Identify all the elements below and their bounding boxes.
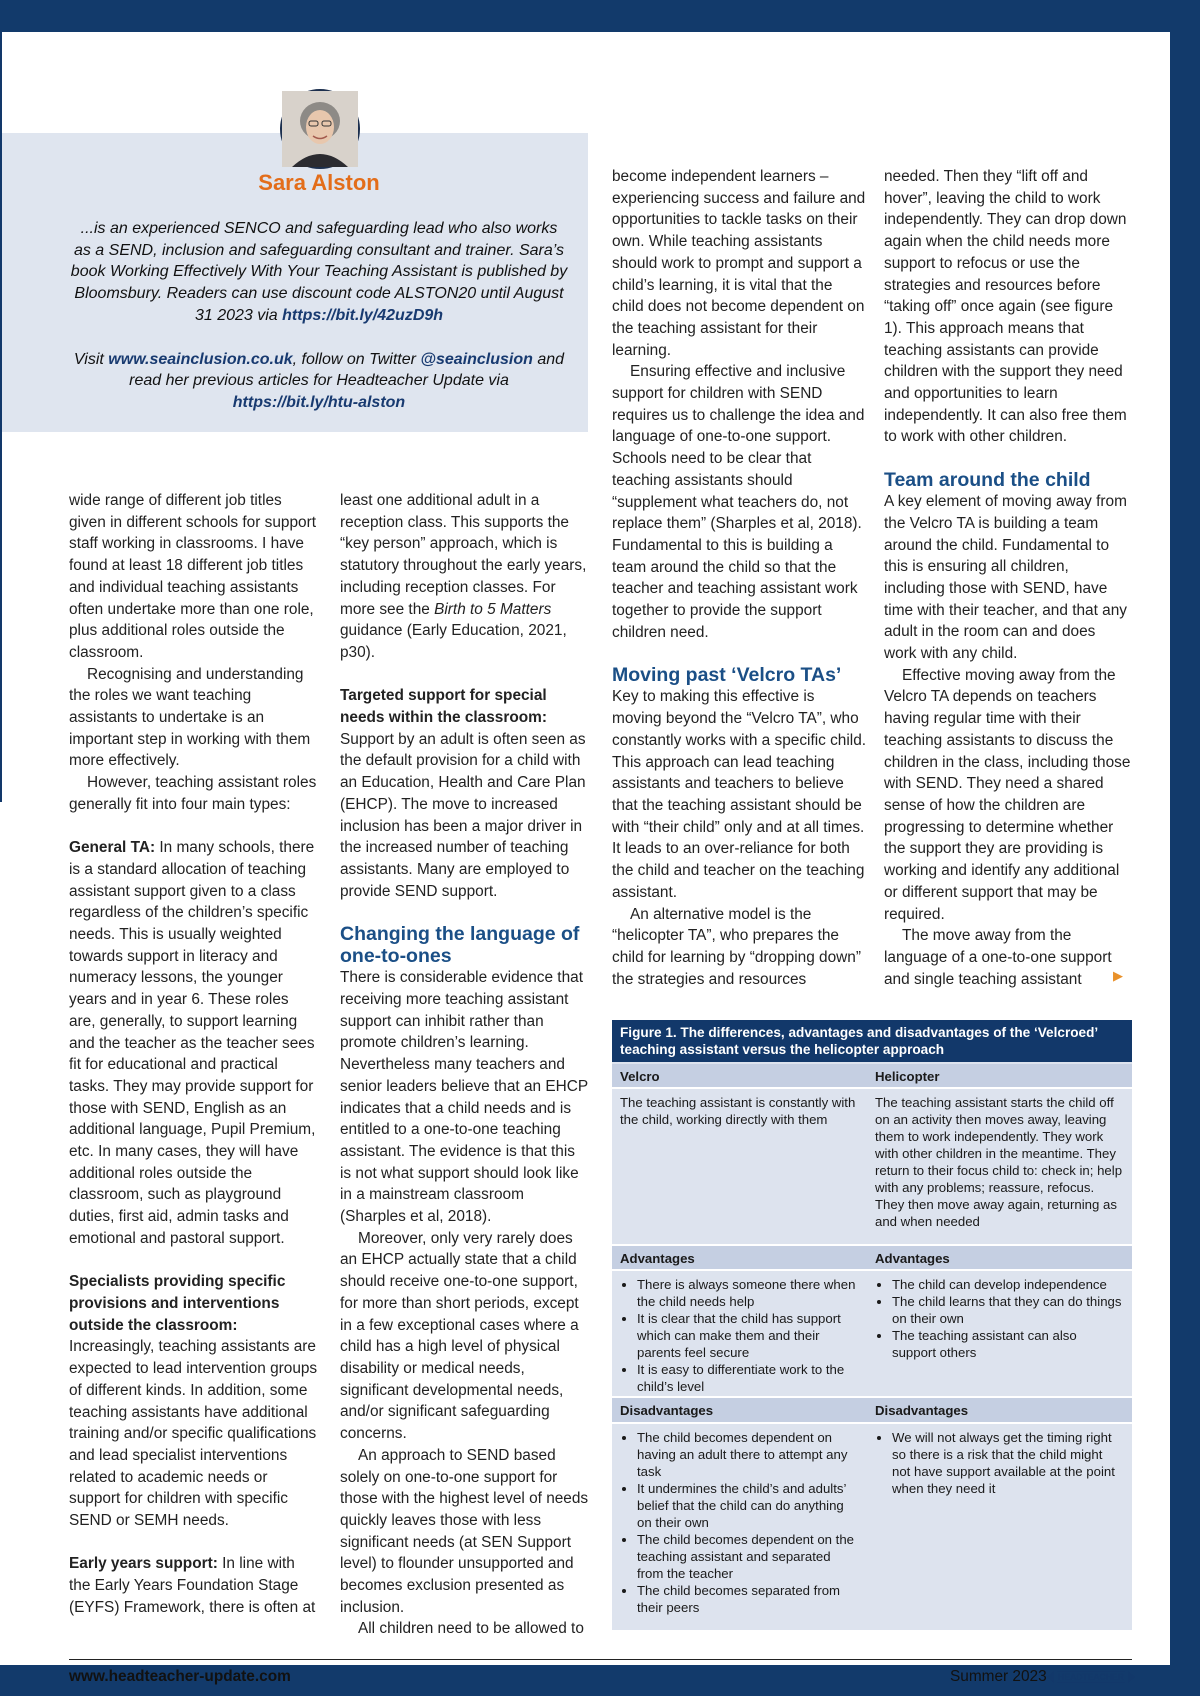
list-item: • The child can develop independence xyxy=(892,1276,1124,1293)
page xyxy=(0,32,1170,1685)
table-row-description xyxy=(612,1090,1132,1244)
continue-arrow-icon: ▶ xyxy=(1113,968,1123,983)
role-label: Targeted support for special needs within the classroom: xyxy=(340,687,547,727)
article-column-3 xyxy=(612,166,868,990)
body-paragraph: All children need to be allowed to xyxy=(358,1620,584,1638)
list-item: • The child becomes dependent on the teaching assistant and separated from the teacher xyxy=(637,1531,859,1582)
footer-issue-date: Summer 2023 xyxy=(950,1668,1047,1685)
bio-paragraph xyxy=(70,349,568,414)
helicopter-description: The teaching assistant starts the child off on an activity then moves away, leaving them to work independently. They work with other children in the meantime. They return to their focus child to: check in; help with any problems; reassure, refocus. They then move away again, returning as and when needed xyxy=(875,1095,1123,1229)
logo-wordmark: HEADTEACHER xyxy=(1058,1672,1124,1682)
body-paragraph xyxy=(340,490,590,664)
body-paragraph: become independent learners – experiencing success and failure and opportunities to tackle tasks on their own. While teaching assistants should work to prompt and support a child’s learning, it is vital that the child does not become dependent on the teaching assistant for their learning. xyxy=(612,168,866,359)
row-divider xyxy=(612,1422,1132,1424)
list-item: • It is easy to differentiate work to the child’s level xyxy=(637,1361,859,1395)
section-heading: Moving past ‘Velcro TAs’ xyxy=(612,664,842,687)
section-heading: Changing the language of one-to-ones xyxy=(340,923,580,968)
role-description: Support by an adult is often seen as the default provision for a child with an Education, Health and Care Plan (EHCP). The move to increased inclusion has been a major driver in the increased number of teaching assistants. Many are employed to provide SEND support. xyxy=(340,730,586,900)
twitter-link[interactable]: @seainclusion xyxy=(420,350,533,368)
column-header-helicopter: Helicopter xyxy=(875,1069,940,1084)
role-label: Early years support: xyxy=(69,1555,218,1573)
list-item: • The teaching assistant can also support others xyxy=(892,1327,1124,1361)
body-paragraph: Ensuring effective and inclusive support for children with SEND requires us to challenge the idea and language of one-to-one support. Schools need to be clear that teaching assistants should “supplement what teachers do, not replace them” (Sharples et al, 2018). Fundamental to this is building a team around the child so that the teacher and teaching assistant work together to provide the support children need. xyxy=(612,363,865,641)
row-divider xyxy=(612,1269,1132,1271)
velcro-disadvantages xyxy=(612,1425,867,1620)
body-paragraph: Moreover, only very rarely does an EHCP actually state that a child should receive one-to-one support, for more than short periods, except in a few exceptional cases where a child has a high level of physical disability or medical needs, significant developmental needs, and/or significant safeguarding concerns. xyxy=(340,1229,579,1443)
row-divider xyxy=(612,1087,1132,1089)
role-description: Increasingly, teaching assistants are expected to lead intervention groups of different kinds. In addition, some teaching assistants have additional training and/or specific qualifications and lead specialist interventions related to academic needs or support for children with specific SEND or SEMH needs. xyxy=(69,1338,318,1530)
body-paragraph: There is considerable evidence that receiving more teaching assistant support can inhibit rather than promote children’s learning. Nevertheless many teachers and senior leaders believe that an EHCP indicates that a child needs and is entitled to a one-to-one teaching assistant. The evidence is that this is not what support should look like in a mainstream classroom (Sharples et al, 2018). xyxy=(340,969,588,1226)
bio-follow-text: , follow on Twitter xyxy=(292,350,416,368)
list-item: • It undermines the child’s and adults’ belief that the child can do anything on their own xyxy=(637,1480,859,1531)
role-description: In many schools, there is a standard allocation of teaching assistant support given to a class regardless of the children’s specific needs. This is usually weighted towards support in literacy and numeracy lessons, the younger years and in year 6. These roles are, generally, to support learning and the teacher as the teacher sees fit for educational and practical tasks. They may provide support for those with SEND, English as an additional language, Pupil Premium, etc. In many cases, they will have additional roles outside the classroom, such as playground duties, first aid, admin tasks and emotional and pastoral support. xyxy=(69,839,316,1247)
body-paragraph: Recognising and understanding the roles we want teaching assistants to undertake is an important step in working with them more effectively. xyxy=(69,665,311,770)
body-paragraph: needed. Then they “lift off and hover”, leaving the child to work independently. They can drop down again when the child needs more support to refocus or use the strategies and resources before “taking off” once again (see figure 1). This approach means that teaching assistants can provide children with the support they need and opportunities to learn independently. It can also free them to work with other children. xyxy=(884,168,1127,446)
website-link[interactable]: www.seainclusion.co.uk xyxy=(108,350,293,368)
table-header-row xyxy=(612,1064,1132,1087)
figure-title: Figure 1. The differences, advantages and disadvantages of the ‘Velcroed’ teaching assistant versus the helicopter approach xyxy=(612,1020,1132,1062)
body-paragraph: A key element of moving away from the Velcro TA is building a team around the child. Fundamental to this is ensuring all children, including those with SEND, have time with their teacher, and that any adult in the room can and does work with any child. xyxy=(884,493,1127,663)
body-paragraph: An approach to SEND based solely on one-to-one support for those with the highest level of needs quickly leaves those with less significant needs (at SEN Support level) to flounder unsupported and becomes exclusion presented as inclusion. xyxy=(340,1446,589,1616)
bio-paragraph xyxy=(70,218,568,327)
body-text: guidance (Early Education, 2021, p30). xyxy=(340,622,567,661)
velcro-description: The teaching assistant is constantly with the child, working directly with them xyxy=(620,1095,856,1127)
list-item: • The child becomes separated from their peers xyxy=(637,1582,859,1616)
body-paragraph xyxy=(69,1271,319,1531)
body-paragraph xyxy=(69,837,319,1249)
bio-description: ...is an experienced SENCO and safeguarding lead who also works as a SEND, inclusion and safeguarding consultant and trainer. Sara’s book Working Effectively With Your Teaching Assistant is published by Bloomsbury. Readers can use discount code ALSTON20 until August 31 2023 via xyxy=(70,220,568,324)
body-paragraph: wide range of different job titles given in different schools for support staff working in classrooms. I have found at least 18 different job titles and individual teaching assistants often undertake more than one role, plus additional roles outside the classroom. xyxy=(69,492,316,661)
helicopter-advantages xyxy=(867,1272,1132,1365)
disadvantages-header-row xyxy=(612,1398,1132,1422)
table-row-advantages xyxy=(612,1272,1132,1396)
section-heading: Team around the child xyxy=(884,469,1091,492)
next-page-icon[interactable] xyxy=(1128,1671,1135,1683)
list-item: • The child becomes dependent on having an adult there to attempt any task xyxy=(637,1429,859,1480)
page-edge-strip xyxy=(0,32,2,802)
article-column-4 xyxy=(884,166,1132,990)
author-photo xyxy=(280,89,360,169)
footer-logo xyxy=(1047,1668,1135,1686)
advantages-label-velcro: Advantages xyxy=(620,1251,695,1266)
body-paragraph: However, teaching assistant roles generally fit into four main types: xyxy=(69,774,317,813)
bio-articles-text: and read her previous articles for Headteacher Update via xyxy=(129,350,565,390)
body-paragraph xyxy=(69,1553,319,1618)
advantages-header-row xyxy=(612,1246,1132,1269)
body-paragraph: Effective moving away from the Velcro TA depends on teachers having regular time with their teaching assistants to discuss the children in the class, including those with SEND. They need a shared sense of how the children are progressing to determine whether the support they are providing is working and identify any additional or different support that may be required. xyxy=(884,666,1131,923)
body-text: least one additional adult in a reception class. This supports the “key person” approach, which is statutory throughout the early years, including reception classes. For more see the xyxy=(340,492,587,618)
velcro-advantages xyxy=(612,1272,867,1399)
footer-website-link[interactable]: www.headteacher-update.com xyxy=(69,1668,291,1685)
bio-visit-text: Visit xyxy=(73,350,104,368)
list-item: • There is always someone there when the child needs help xyxy=(637,1276,859,1310)
role-description: In line with the Early Years Foundation Stage (EYFS) Framework, there is often at xyxy=(69,1555,316,1616)
disadvantages-label-helicopter: Disadvantages xyxy=(875,1403,969,1418)
disadvantages-label-velcro: Disadvantages xyxy=(620,1403,714,1418)
article-column-1 xyxy=(69,490,319,1619)
list-item: • The child learns that they can do things on their own xyxy=(892,1293,1124,1327)
articles-link[interactable]: https://bit.ly/htu-alston xyxy=(232,393,406,411)
list-item: • We will not always get the timing right so there is a risk that the child might not have support available at the point when they need it xyxy=(892,1429,1124,1497)
author-bio-text xyxy=(70,218,568,436)
body-paragraph xyxy=(340,685,590,902)
book-link[interactable]: https://bit.ly/42uzD9h xyxy=(282,306,444,324)
helicopter-disadvantages xyxy=(867,1425,1132,1501)
body-paragraph: Key to making this effective is moving beyond the “Velcro TA”, who constantly works with a specific child. This approach can lead teaching assistants and teachers to believe that the teaching assistant should be with “their child” only and at all times. It leads to an over-reliance for both the child and teacher on the teaching assistant. xyxy=(612,688,867,901)
publication-title: Birth to 5 Matters xyxy=(434,600,552,618)
role-label: General TA: xyxy=(69,839,156,857)
footer-divider xyxy=(69,1659,1132,1660)
column-header-velcro: Velcro xyxy=(620,1069,660,1084)
role-label: Specialists providing specific provisions and interventions outside the classroom: xyxy=(69,1273,286,1334)
author-name: Sara Alston xyxy=(258,170,380,195)
body-paragraph: The move away from the language of a one-to-one support and single teaching assistant xyxy=(884,927,1112,988)
table-row-disadvantages xyxy=(612,1425,1132,1615)
article-column-2 xyxy=(340,490,590,1640)
body-paragraph: An alternative model is the “helicopter TA”, who prepares the child for learning by “dropping down” the strategies and resources xyxy=(612,905,861,988)
advantages-label-helicopter: Advantages xyxy=(875,1251,950,1266)
list-item: • It is clear that the child has support which can make them and their parents feel secure xyxy=(637,1310,859,1361)
figure-1-table xyxy=(612,1020,1132,1630)
previous-page-icon[interactable] xyxy=(1047,1671,1054,1683)
